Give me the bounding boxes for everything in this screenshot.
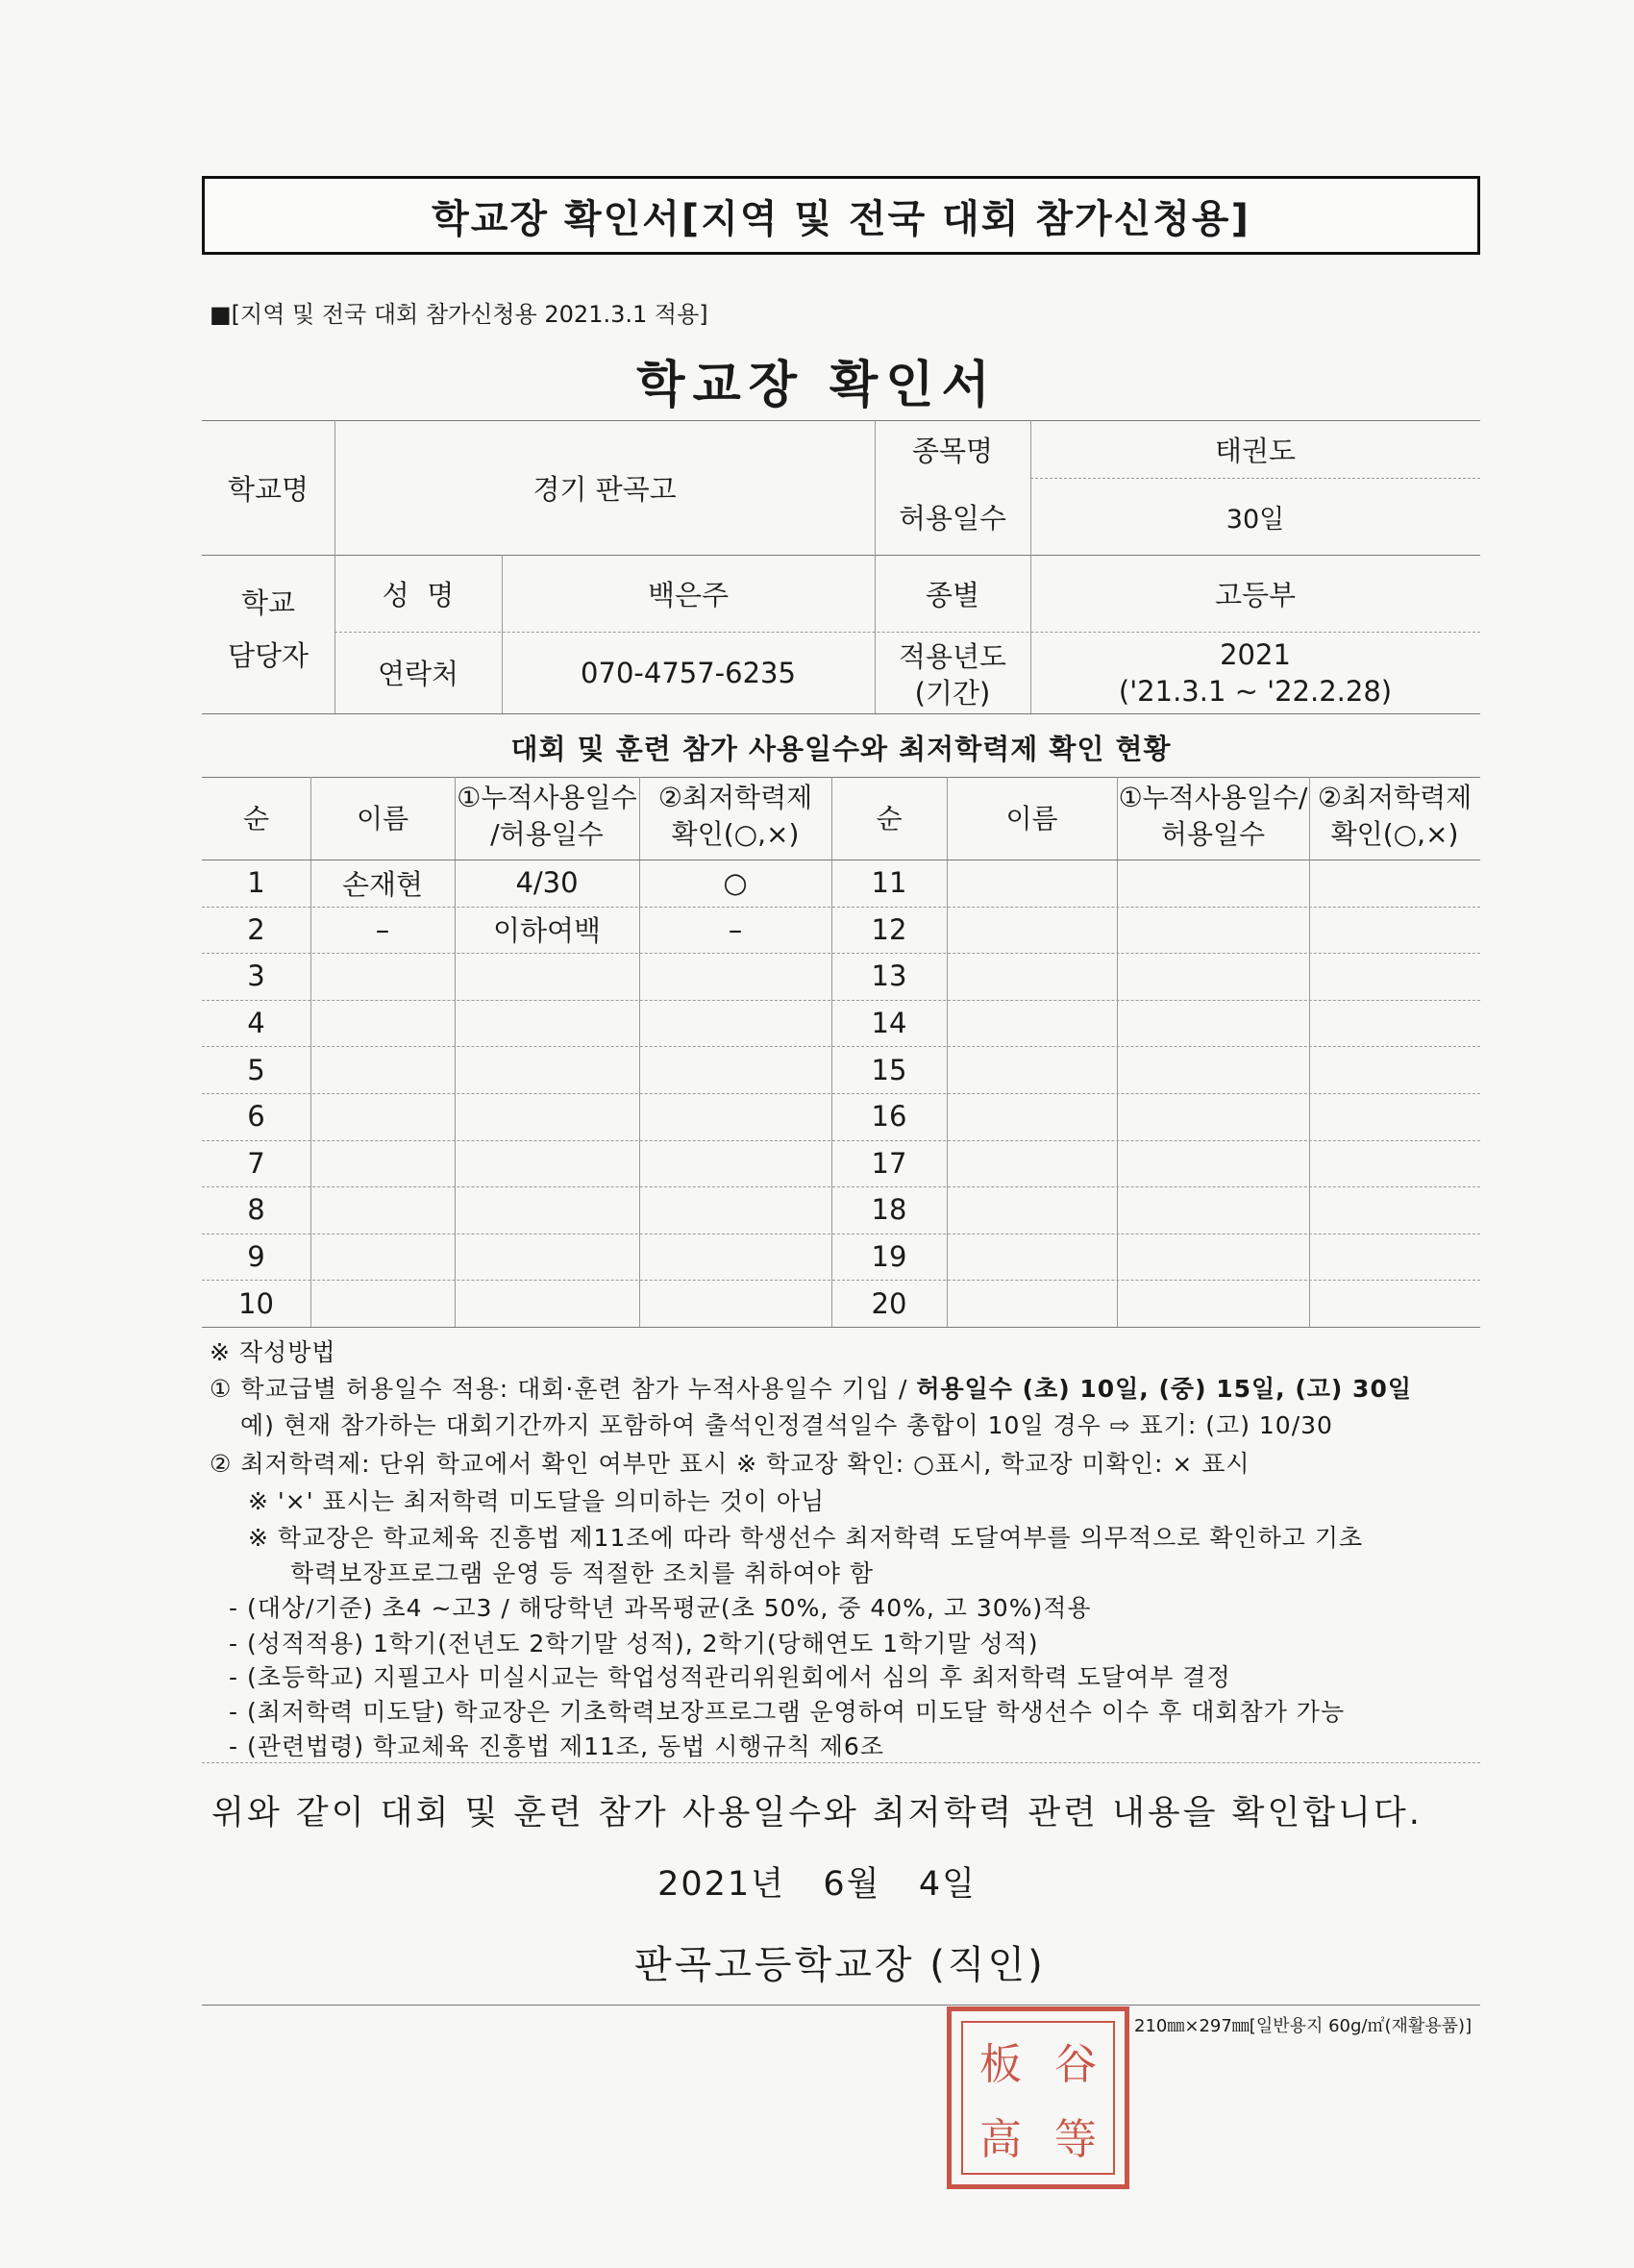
table-cell-left-name [310,953,455,1000]
th-name-left: 이름 [356,802,409,835]
th-min-right-1: ②최저학력제 [1317,782,1473,813]
table-cell-right-empty [1309,1140,1480,1187]
table-cell-right-empty [947,1234,1117,1281]
th-days-left-2: /허용일수 [490,818,604,850]
note-1a-text: ① 학교급별 허용일수 적용: 대회·훈련 참가 누적사용일수 기입 / [210,1375,908,1403]
table-cell-right-empty [1309,1000,1480,1047]
seal-characters [961,2021,1115,2175]
name-value: 백은주 [647,578,730,611]
table-cell-left-no: 2 [247,912,265,946]
official-seal [947,2006,1129,2189]
table-cell-left-name [310,1000,455,1047]
table-cell-left-name: – [375,912,390,946]
table-cell-left-name [310,1234,455,1281]
table-cell-left-min [639,1186,831,1234]
table-cell-left-days: 이하여백 [492,914,602,948]
detail-1: - (대상/기준) 초4 ~고3 / 해당학년 과목평균(초 50%, 중 40%, 고 30%)적용 [229,1594,1092,1622]
banner-title: 학교장 확인서[지역 및 전국 대회 참가신청용] [202,176,1480,255]
confirmation-text: 위와 같이 대회 및 훈련 참가 사용일수와 최저학력 관련 내용을 확인합니다. [211,1794,1423,1832]
table-cell-left-days [455,1093,639,1140]
table-cell-right-empty [1117,907,1309,954]
detail-4: - (최저학력 미도달) 학교장은 기초학력보장프로그램 운영하여 미도달 학생선수 이수 후 대회참가 가능 [229,1698,1346,1726]
seal-char: 高 [979,2115,1022,2164]
table-cell-left-name [310,1280,455,1327]
table-cell-left-days [455,1046,639,1093]
table-cell-left-no: 1 [247,866,265,900]
table-cell-right-empty [947,1140,1117,1187]
seal-char: 板 [979,2040,1022,2089]
th-days-right-2: 허용일수 [1160,818,1266,850]
table-cell-right-empty [947,1093,1117,1140]
table-cell-left-min [639,953,831,1000]
sport-label: 종목명 [911,434,994,467]
year-label-1: 적용년도 [898,639,1007,673]
table-cell-left-name [310,1140,455,1187]
table-cell-left-no: 10 [238,1286,274,1320]
paper-note: 210㎜×297㎜[일반용지 60g/㎡(재활용품)] [1134,2016,1473,2036]
sub-note: ■[지역 및 전국 대회 참가신청용 2021.3.1 적용] [210,301,708,328]
note-4a: ※ 학교장은 학교체육 진흥법 제11조에 따라 학생선수 최저학력 도달여부를 의무적으로 확인하고 기초 [248,1524,1364,1552]
table-cell-left-min [639,1046,831,1093]
name-label: 성 명 [382,578,455,611]
table-cell-left-days [455,953,639,1000]
th-min-left-1: ②최저학력제 [657,782,813,813]
table-cell-right-empty [947,1000,1117,1047]
table-cell-left-min [639,1234,831,1281]
table-cell-right-empty [1117,1140,1309,1187]
table-cell-right-empty [1309,860,1480,907]
th-no-right: 순 [876,802,903,835]
table-cell-left-min [639,1280,831,1327]
table-cell-right-no: 14 [871,1007,907,1040]
table-cell-left-min [639,1000,831,1047]
allowed-days-label: 허용일수 [898,501,1007,535]
table-cell-left-name [310,1046,455,1093]
table-cell-left-name [310,1093,455,1140]
table-cell-right-empty [1117,1186,1309,1234]
table-cell-right-no: 20 [871,1286,907,1320]
table-cell-right-empty [1117,860,1309,907]
table-cell-right-empty [947,860,1117,907]
table-cell-left-name [310,1186,455,1234]
table-cell-right-empty [1117,1000,1309,1047]
table-cell-right-empty [1117,1280,1309,1327]
note-2: ② 최저학력제: 단위 학교에서 확인 여부만 표시 ※ 학교장 확인: ○표시, 학교장 미확인: × 표시 [210,1450,1250,1478]
seal-char: 等 [1054,2115,1097,2164]
table-cell-right-no: 15 [871,1053,907,1086]
table-cell-right-empty [1309,1280,1480,1327]
table-cell-left-min [639,1140,831,1187]
detail-3: - (초등학교) 지필고사 미실시교는 학업성적관리위원회에서 심의 후 최저학력 도달여부 결정 [229,1663,1231,1691]
table-cell-right-no: 16 [871,1100,907,1134]
table-cell-right-empty [1309,907,1480,954]
school-label: 학교명 [227,472,309,506]
section-title: 대회 및 훈련 참가 사용일수와 최저학력제 확인 현황 [510,732,1172,765]
year-value-2: ('21.3.1 ~ '22.2.28) [1118,675,1393,708]
sport-value: 태권도 [1214,434,1297,467]
note-1a [210,1370,1412,1405]
th-days-left-1: ①누적사용일수 [457,782,637,813]
table-cell-right-empty [947,953,1117,1000]
table-cell-right-empty [947,1280,1117,1327]
date-year: 2021년 [657,1865,785,1904]
table-cell-right-empty [947,1046,1117,1093]
table-cell-left-min [639,1093,831,1140]
th-no-left: 순 [242,802,270,835]
th-name-right: 이름 [1005,802,1058,835]
document-title: 학교장 확인서 [636,357,998,414]
table-cell-right-empty [947,907,1117,954]
detail-2: - (성적적용) 1학기(전년도 2학기말 성적), 2학기(당해연도 1학기말 성적) [229,1630,1039,1657]
principal-name: 판곡고등학교장 (직인) [634,1943,1046,1987]
table-cell-left-days [455,1000,639,1047]
notes-bottom-rule [202,1762,1480,1763]
year-label-2: (기간) [914,676,991,710]
table-cell-left-days [455,1186,639,1234]
issue-date [0,1857,1634,1906]
info-bottom-rule [202,713,1480,714]
table-cell-right-no: 11 [871,866,907,900]
contact-label: 연락처 [377,658,459,690]
date-day: 4일 [918,1865,977,1904]
table-cell-left-no: 9 [247,1240,265,1274]
table-cell-left-min: ○ [723,866,748,900]
table-cell-left-no: 6 [247,1100,265,1134]
th-min-left-2: 확인(○,×) [671,818,800,850]
table-cell-right-empty [1309,1046,1480,1093]
table-cell-right-empty [1117,953,1309,1000]
table-cell-right-no: 13 [871,960,907,993]
notes-heading: ※ 작성방법 [210,1338,336,1366]
note-1b-text: 허용일수 (초) 10일, (중) 15일, (고) 30일 [916,1375,1412,1403]
table-cell-right-no: 17 [871,1146,907,1180]
table-cell-right-no: 19 [871,1240,907,1274]
table-cell-right-empty [1309,953,1480,1000]
note-4b: 학력보장프로그램 운영 등 적절한 조치를 취하여야 함 [290,1559,874,1587]
table-cell-left-days [455,1280,639,1327]
table-cell-right-empty [1309,1093,1480,1140]
table-cell-left-days [455,1234,639,1281]
contact-value: 070-4757-6235 [581,656,796,689]
table-cell-left-name: 손재현 [341,867,424,901]
table-cell-right-empty [1309,1234,1480,1281]
note-1c: 예) 현재 참가하는 대회기간까지 포함하여 출석인정결석일수 총합이 10일 경우 ⇨ 표기: (고) 10/30 [240,1411,1333,1439]
manager-label-2: 담당자 [227,638,309,672]
detail-5: - (관련법령) 학교체육 진흥법 제11조, 동법 시행규칙 제6조 [229,1732,884,1760]
th-min-right-2: 확인(○,×) [1330,818,1459,850]
year-value-1: 2021 [1220,638,1291,671]
note-3: ※ '×' 표시는 최저학력 미도달을 의미하는 것이 아님 [248,1487,826,1515]
table-cell-left-no: 7 [247,1146,265,1180]
manager-label-1: 학교 [240,586,296,619]
table-cell-left-days [455,1140,639,1187]
table-cell-right-empty [1309,1186,1480,1234]
th-days-right-1: ①누적사용일수/ [1118,782,1308,813]
date-month: 6월 [823,1865,881,1904]
school-value: 경기 판곡고 [532,472,677,506]
table-row-rule [202,1327,1480,1328]
table-cell-left-days: 4/30 [515,866,579,900]
table-cell-right-no: 12 [871,912,907,946]
table-cell-left-no: 3 [247,960,265,993]
table-cell-left-no: 5 [247,1053,265,1086]
table-cell-right-empty [1117,1234,1309,1281]
table-cell-right-empty [1117,1093,1309,1140]
table-cell-left-no: 8 [247,1193,265,1227]
table-cell-left-no: 4 [247,1007,265,1040]
allowed-days-value: 30일 [1226,504,1285,535]
table-cell-right-empty [947,1186,1117,1234]
table-cell-right-no: 18 [871,1193,907,1227]
footer-rule [202,2005,1480,2006]
seal-char: 谷 [1054,2040,1097,2089]
division-value: 고등부 [1214,578,1297,611]
table-cell-left-min: – [728,912,743,946]
division-label: 종별 [925,578,980,611]
table-cell-right-empty [1117,1046,1309,1093]
